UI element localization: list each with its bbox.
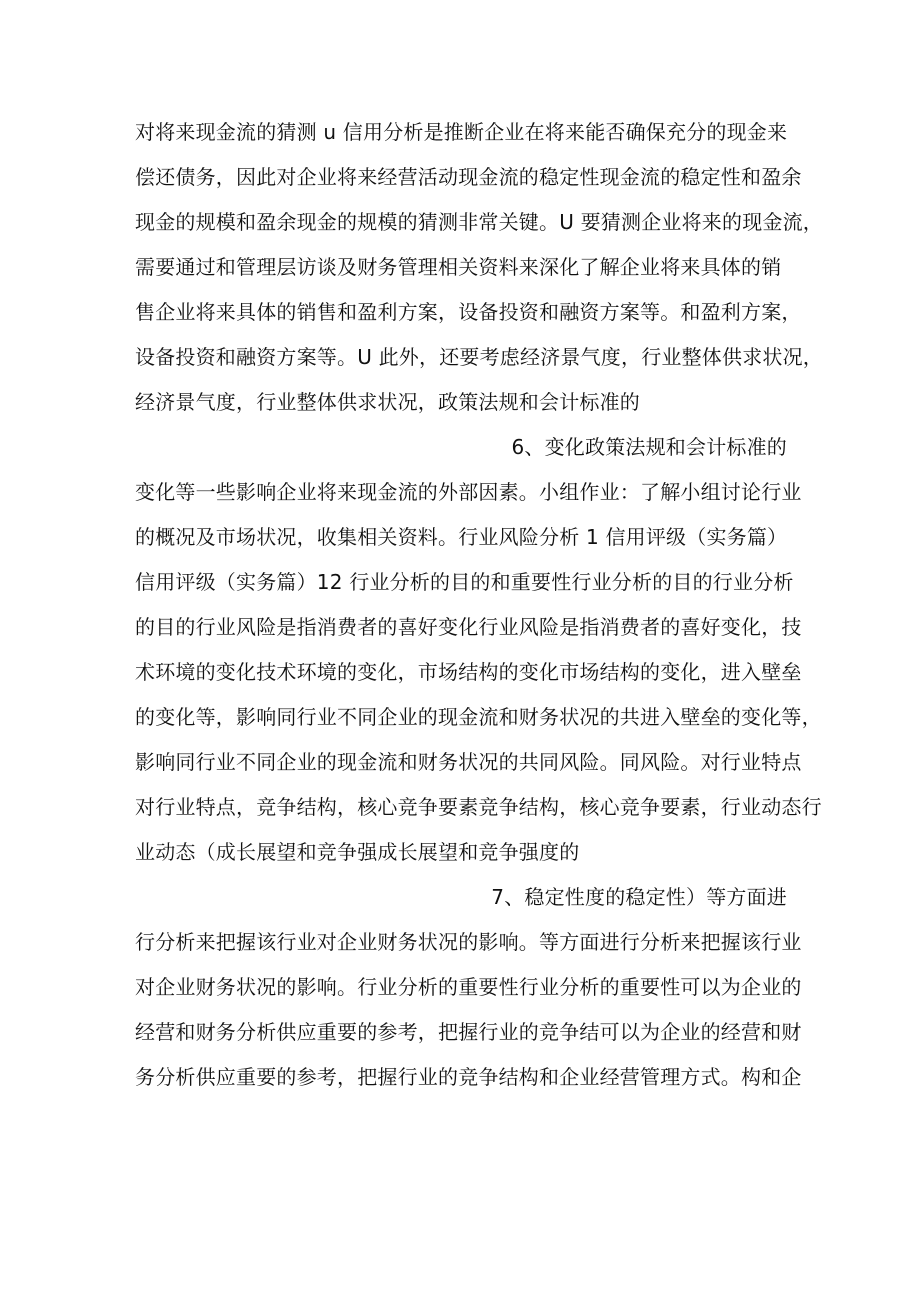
text-line: 变化等一些影响企业将来现金流的外部因素。小组作业：了解小组讨论行业 xyxy=(135,480,802,504)
text-line: 偿还债务，因此对企业将来经营活动现金流的稳定性现金流的稳定性和盈余 xyxy=(135,165,802,189)
text-line: 经济景气度，行业整体供求状况，政策法规和会计标准的 xyxy=(135,390,640,414)
text-line: 信用评级（实务篇）12 行业分析的目的和重要性行业分析的目的行业分析 xyxy=(135,570,794,594)
section-heading: 7、稳定性度的稳定性）等方面进 xyxy=(491,885,787,909)
text-line: 对将来现金流的猜测 u 信用分析是推断企业在将来能否确保充分的现金来 xyxy=(135,120,788,144)
text-line: 的目的行业风险是指消费者的喜好变化行业风险是指消费者的喜好变化，技 xyxy=(135,615,802,639)
text-line: 行分析来把握该行业对企业财务状况的影响。等方面进行分析来把握该行业 xyxy=(135,930,802,954)
section-heading: 6、变化政策法规和会计标准的 xyxy=(511,435,787,459)
text-line: 现金的规模和盈余现金的规模的猜测非常关键。U 要猜测企业将来的现金流， xyxy=(135,210,823,234)
text-line: 需要通过和管理层访谈及财务管理相关资料来深化了解企业将来具体的销 xyxy=(135,255,782,279)
text-line: 对行业特点，竞争结构，核心竞争要素竞争结构，核心竞争要素，行业动态行 xyxy=(135,795,822,819)
text-line: 的概况及市场状况，收集相关资料。行业风险分析 1 信用评级（实务篇） xyxy=(135,525,788,549)
text-line: 设备投资和融资方案等。U 此外，还要考虑经济景气度，行业整体供求状况， xyxy=(135,345,823,369)
document-body xyxy=(135,110,823,1100)
text-line: 的变化等，影响同行业不同企业的现金流和财务状况的共进入壁垒的变化等， xyxy=(135,705,822,729)
text-line: 对企业财务状况的影响。行业分析的重要性行业分析的重要性可以为企业的 xyxy=(135,975,802,999)
text-line: 售企业将来具体的销售和盈利方案，设备投资和融资方案等。和盈利方案， xyxy=(135,300,802,324)
text-line: 务分析供应重要的参考，把握行业的竞争结构和企业经营管理方式。构和企 xyxy=(135,1065,802,1089)
text-line: 影响同行业不同企业的现金流和财务状况的共同风险。同风险。对行业特点 xyxy=(135,750,802,774)
text-line: 术环境的变化技术环境的变化，市场结构的变化市场结构的变化，进入壁垒 xyxy=(135,660,802,684)
text-line: 业动态（成长展望和竞争强成长展望和竞争强度的 xyxy=(135,840,580,864)
text-line: 经营和财务分析供应重要的参考，把握行业的竞争结可以为企业的经营和财 xyxy=(135,1020,802,1044)
